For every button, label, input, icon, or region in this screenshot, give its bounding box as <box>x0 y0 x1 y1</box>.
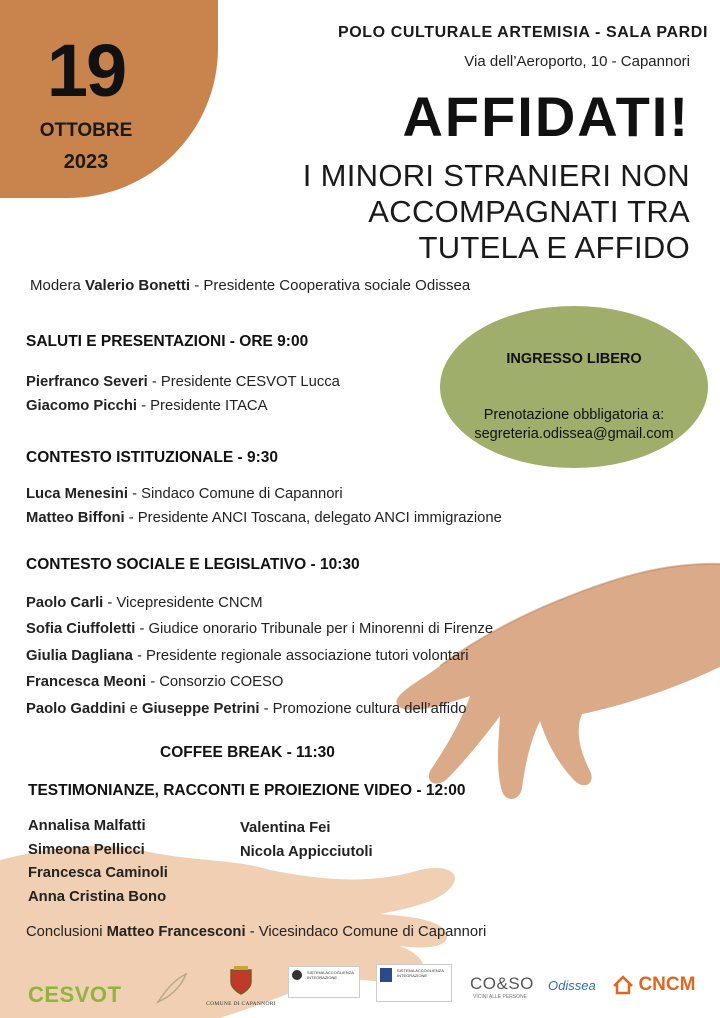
sai-label-1: SISTEMA ACCOGLIENZA INTEGRAZIONE <box>307 970 354 980</box>
event-month: OTTOBRE <box>39 120 133 141</box>
moderator-line <box>30 277 470 294</box>
coeso-label: CO&SO <box>470 974 534 993</box>
section-heading: CONTESTO ISTITUZIONALE - 9:30 <box>26 449 279 466</box>
badge-note <box>440 406 708 444</box>
capannori-logo <box>206 966 276 1007</box>
speaker-line <box>26 701 467 717</box>
event-day: 19 <box>46 29 126 112</box>
speaker-role: - Consorzio COESO <box>146 674 284 690</box>
cesvot-logo: CESVOT <box>28 982 122 1007</box>
address: Via dell’Aeroporto, 10 - Capannori <box>464 53 690 70</box>
conclusion-name: Matteo Francesconi <box>106 924 246 940</box>
speaker-line <box>26 398 268 414</box>
subtitle-line: I MINORI STRANIERI NON <box>302 158 690 193</box>
speaker-line <box>26 486 343 502</box>
sai-logo-1 <box>288 966 360 998</box>
witness-name: Annalisa Malfatti <box>28 818 146 834</box>
event-year: 2023 <box>63 151 109 173</box>
hand-illustration-top <box>370 556 720 816</box>
speaker-line <box>26 674 283 690</box>
speaker-role: - Presidente regionale associazione tutori volontari <box>132 648 469 664</box>
speaker-name: Francesca Meoni <box>26 674 147 690</box>
venue: POLO CULTURALE ARTEMISIA - SALA PARDI <box>337 24 708 41</box>
witness-name: Anna Cristina Bono <box>28 889 167 905</box>
badge-title: INGRESSO LIBERO <box>506 351 642 367</box>
odissea-logo: Odissea <box>548 978 596 993</box>
speaker-name: Giuseppe Petrini <box>141 701 260 717</box>
conclusion-line <box>26 924 486 940</box>
coeso-sub: VICINI ALLE PERSONE <box>473 994 527 1000</box>
speaker-name: Matteo Biffoni <box>26 510 125 526</box>
conclusion-role: - Vicesindaco Comune di Capannori <box>245 924 487 940</box>
sai-logo-2 <box>376 964 452 1002</box>
badge-email[interactable]: segreteria.odissea@gmail.com <box>474 426 674 442</box>
witness-name: Francesca Caminoli <box>28 865 168 881</box>
witness-name: Simeona Pellicci <box>28 842 145 858</box>
cncm-label: CNCM <box>638 974 696 995</box>
speaker-name: Paolo Gaddini <box>26 701 126 717</box>
section-heading: SALUTI E PRESENTAZIONI - ORE 9:00 <box>26 333 309 350</box>
moderator-name: Valerio Bonetti <box>85 277 191 294</box>
speaker-role: - Giudice onorario Tribunale per i Minorenni di Firenze <box>135 621 494 637</box>
coat-of-arms-icon <box>228 966 254 996</box>
badge-note-line: Prenotazione obbligatoria a: <box>483 407 665 423</box>
subtitle-line: TUTELA E AFFIDO <box>418 230 690 265</box>
sponsor-logos <box>0 958 720 1018</box>
speaker-line <box>26 621 493 637</box>
speaker-name: Sofia Ciuffoletti <box>26 621 136 637</box>
speaker-name: Paolo Carli <box>26 595 104 611</box>
speaker-name: Giulia Dagliana <box>26 648 133 664</box>
moderator-role: - Presidente Cooperativa sociale Odissea <box>190 277 471 294</box>
speaker-line <box>26 510 502 526</box>
witness-name: Valentina Fei <box>240 820 331 836</box>
moderator-prefix: Modera <box>30 277 86 294</box>
witness-name: Nicola Appicciutoli <box>240 844 373 860</box>
conclusion-prefix: Conclusioni <box>26 924 107 940</box>
capannori-label: COMUNE DI CAPANNORI <box>206 1001 276 1007</box>
speaker-name: Giacomo Picchi <box>26 398 138 414</box>
event-subtitle <box>303 158 690 266</box>
coffee-break: COFFEE BREAK - 11:30 <box>160 744 335 761</box>
speaker-role: - Sindaco Comune di Capannori <box>127 486 343 502</box>
speaker-role: - Vicepresidente CNCM <box>103 595 263 611</box>
speaker-name: Pierfranco Severi <box>26 374 148 390</box>
speaker-role: - Presidente CESVOT Lucca <box>147 374 340 390</box>
speaker-conjunction: e <box>125 701 142 717</box>
sai-label-2: SISTEMA ACCOGLIENZA INTEGRAZIONE <box>397 968 444 978</box>
house-icon <box>612 975 634 995</box>
section-heading: TESTIMONIANZE, RACCONTI E PROIEZIONE VIDEO - 12:00 <box>28 782 466 799</box>
event-title: AFFIDATI! <box>402 85 690 148</box>
speaker-role: - Presidente ANCI Toscana, delegato ANCI immigrazione <box>124 510 502 526</box>
speaker-name: Luca Menesini <box>26 486 128 502</box>
coeso-logo <box>470 974 534 1000</box>
cncm-logo <box>612 974 695 996</box>
speaker-line <box>26 648 469 664</box>
speaker-role: - Presidente ITACA <box>137 398 268 414</box>
speaker-line <box>26 595 263 611</box>
subtitle-line: ACCOMPAGNATI TRA <box>368 194 690 229</box>
section-heading: CONTESTO SOCIALE E LEGISLATIVO - 10:30 <box>26 556 360 573</box>
speaker-role: - Promozione cultura dell’affido <box>259 701 467 717</box>
speaker-line <box>26 374 340 390</box>
quill-icon <box>152 968 192 1008</box>
